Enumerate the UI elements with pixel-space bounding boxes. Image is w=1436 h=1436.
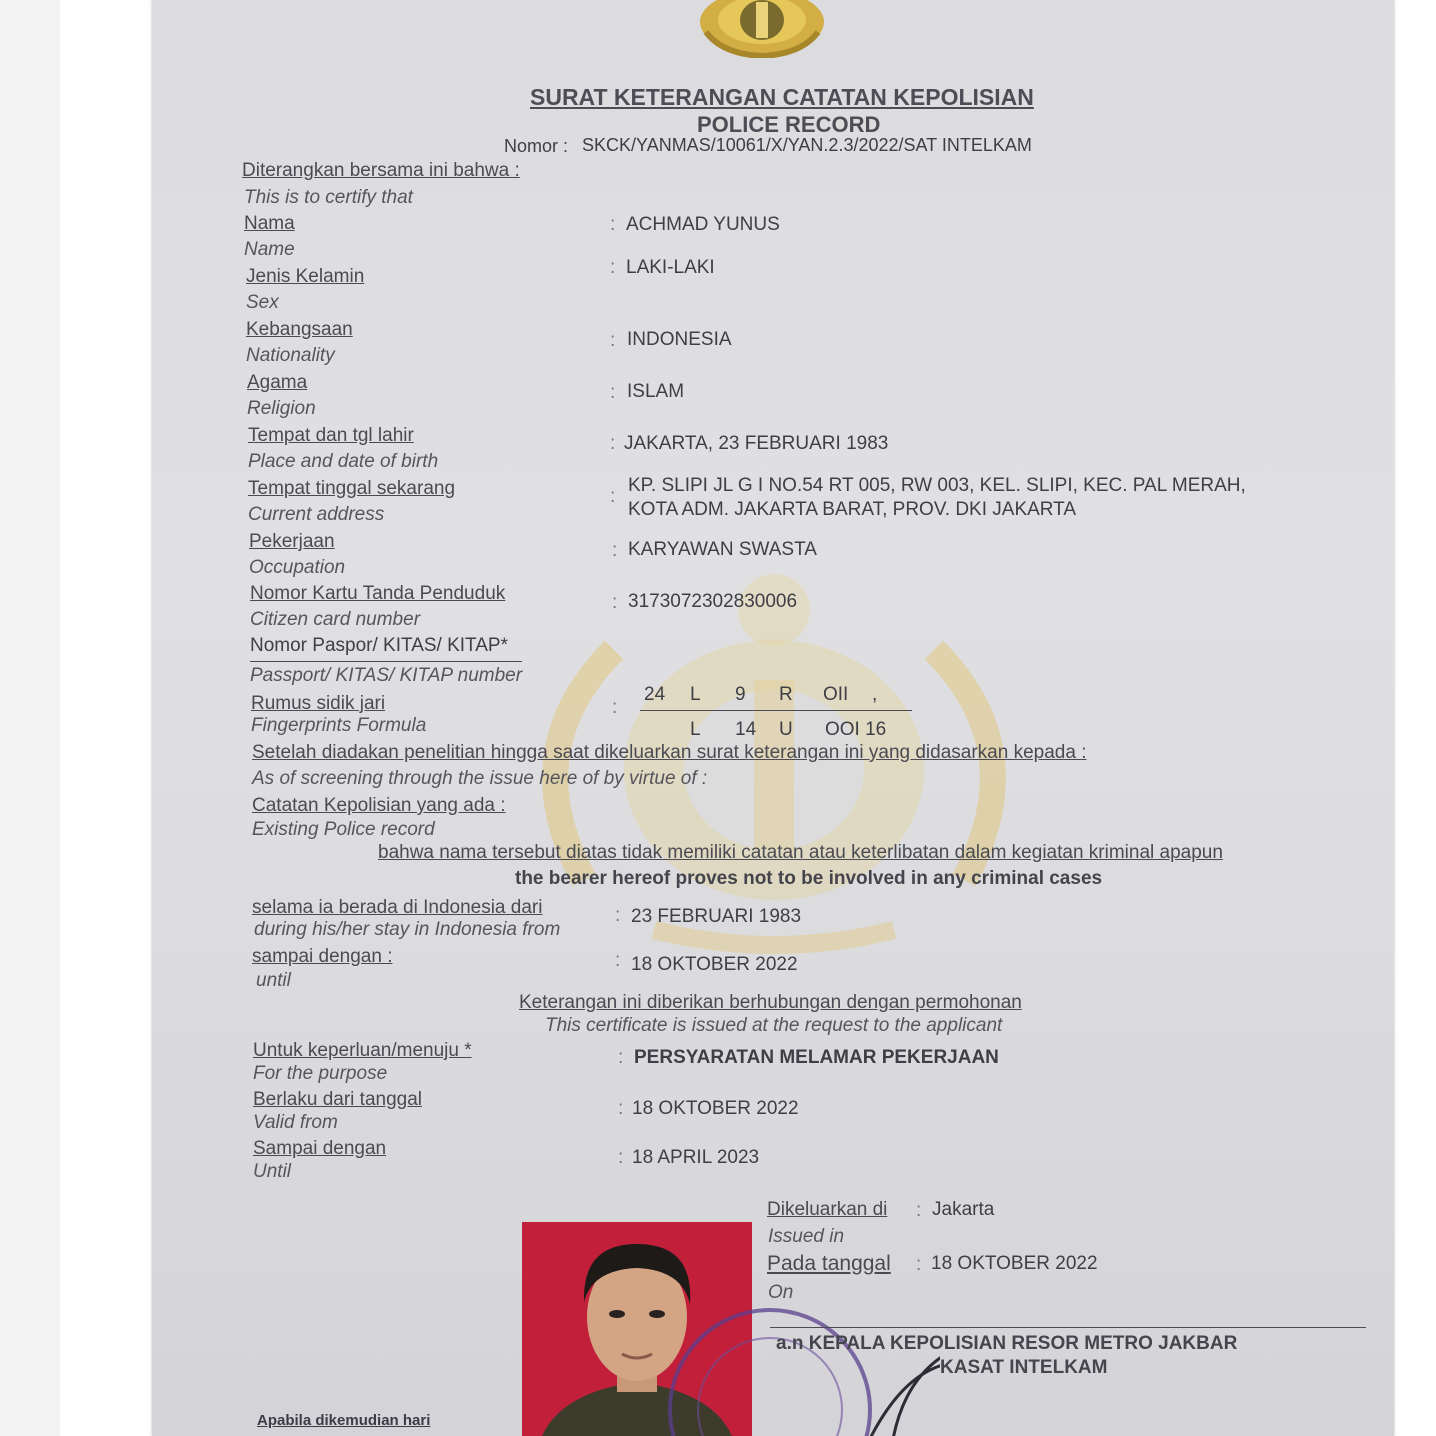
field-value-birth: JAKARTA, 23 FEBRUARI 1983 [624,433,889,454]
field-label-en: Religion [247,398,316,419]
field-label-id: Nomor Paspor/ KITAS/ KITAP* [250,635,508,656]
field-label-en: Nationality [246,345,335,366]
field-colon: : [612,592,618,613]
field-value-citizen-card: 3173072302830006 [628,591,798,612]
field-label-en: Place and date of birth [248,451,439,472]
field-value-religion: ISLAM [627,381,685,402]
record-id: Catatan Kepolisian yang ada : [252,795,506,816]
field-label-en: Occupation [249,557,346,578]
screening-en: As of screening through the issue here of by virtue of : [252,768,708,789]
record-en: Existing Police record [252,819,435,840]
valid-from-en: Valid from [253,1112,338,1133]
stay-until-en: until [256,970,291,991]
statement-en: the bearer hereof proves not to be involved in any criminal cases [515,868,1103,889]
document-title: SURAT KETERANGAN CATATAN KEPOLISIAN [530,84,1034,110]
valid-until-value: 18 APRIL 2023 [632,1147,760,1168]
field-colon: : [916,1200,922,1221]
stay-until-id: sampai dengan : [252,946,393,967]
field-colon: : [612,540,618,561]
stay-from-en: during his/her stay in Indonesia from [254,919,561,940]
passport-underline [250,661,522,662]
field-colon: : [618,1147,624,1168]
fingerprint-bottom-3: U [779,719,793,740]
fingerprint-top-5: OII [823,684,849,705]
official-stamp-icon [660,1300,940,1436]
field-colon: : [610,382,616,403]
document-number-label: Nomor : [504,136,569,156]
field-label-id: Pekerjaan [249,531,335,552]
issued-on-value: 18 OKTOBER 2022 [931,1253,1098,1274]
field-colon: : [610,330,616,351]
intro-id: Diterangkan bersama ini bahwa : [242,160,520,181]
purpose-value: PERSYARATAN MELAMAR PEKERJAAN [634,1047,999,1068]
request-en: This certificate is issued at the request to the applicant [545,1015,1003,1036]
footnote: Apabila dikemudian hari [257,1412,431,1429]
valid-until-en: Until [253,1161,292,1182]
fingerprint-bottom-4: OOI 16 [825,719,887,740]
field-label-en: Name [244,239,295,260]
signatory-line-1: a.n KEPALA KEPOLISIAN RESOR METRO JAKBAR [776,1333,1238,1354]
field-label-id: Rumus sidik jari [251,693,386,714]
field-value-occupation: KARYAWAN SWASTA [628,539,817,560]
fingerprint-top-4: R [779,684,793,705]
field-value-nationality: INDONESIA [627,329,732,350]
field-colon: : [610,486,616,507]
intro-en: This is to certify that [244,187,413,208]
police-emblem-icon [692,0,832,58]
field-label-id: Kebangsaan [246,319,353,340]
field-colon: : [612,697,618,718]
field-value-address-line2: KOTA ADM. JAKARTA BARAT, PROV. DKI JAKARTA [628,499,1077,520]
fingerprint-top-1: 24 [644,684,666,705]
field-colon: : [610,433,616,454]
field-colon: : [618,1098,624,1119]
field-colon: : [615,950,621,971]
field-colon: : [610,257,616,278]
field-colon: : [618,1047,624,1068]
fingerprint-bottom-2: 14 [735,719,757,740]
issued-in-value: Jakarta [932,1199,995,1220]
left-rail [0,0,60,1436]
valid-from-value: 18 OKTOBER 2022 [632,1098,799,1119]
stay-from-id: selama ia berada di Indonesia dari [252,897,543,918]
document-subtitle: POLICE RECORD [697,112,881,137]
field-value-address: KP. SLIPI JL G I NO.54 RT 005, RW 003, KEL. SLIPI, KEC. PAL MERAH, [628,475,1246,496]
field-label-en: Sex [246,292,279,313]
field-label-id: Tempat tinggal sekarang [248,478,456,499]
field-label-id: Tempat dan tgl lahir [248,425,414,446]
field-label-id: Nomor Kartu Tanda Penduduk [250,583,506,604]
issued-on-id: Pada tanggal [767,1252,891,1275]
fingerprint-top-2: L [690,684,701,705]
field-label-en: Current address [248,504,385,525]
field-label-en: Passport/ KITAS/ KITAP number [250,665,523,686]
field-colon: : [916,1254,922,1275]
fingerprint-top-3: 9 [735,684,746,705]
field-colon: : [615,905,621,926]
field-value-sex: LAKI-LAKI [626,257,715,278]
signatory-line-2: KASAT INTELKAM [940,1357,1108,1378]
fingerprint-divider [640,710,912,711]
signature-line [770,1327,1366,1328]
fingerprint-top-6: , [872,684,878,705]
valid-from-id: Berlaku dari tanggal [253,1089,422,1110]
statement-id: bahwa nama tersebut diatas tidak memiliki catatan atau keterlibatan dalam kegiatan kriminal apapun [378,842,1223,863]
issued-in-en: Issued in [768,1226,845,1247]
field-colon: : [610,214,616,235]
stay-from-value: 23 FEBRUARI 1983 [631,906,802,927]
issued-on-en: On [768,1282,794,1303]
field-label-en: Fingerprints Formula [251,715,427,736]
document-number: SKCK/YANMAS/10061/X/YAN.2.3/2022/SAT INTELKAM [582,135,1032,155]
request-id: Keterangan ini diberikan berhubungan dengan permohonan [519,992,1022,1013]
field-label-id: Jenis Kelamin [246,266,365,287]
document-page [152,0,1394,1436]
fingerprint-bottom-1: L [690,719,701,740]
purpose-id: Untuk keperluan/menuju * [253,1040,472,1061]
valid-until-id: Sampai dengan [253,1138,387,1159]
field-value-name: ACHMAD YUNUS [626,214,780,235]
field-label-id: Nama [244,213,295,234]
screening-id: Setelah diadakan penelitian hingga saat dikeluarkan surat keterangan ini yang didasarkan kepada : [252,742,1087,763]
stay-until-value: 18 OKTOBER 2022 [631,954,798,975]
issued-in-id: Dikeluarkan di [767,1199,888,1220]
field-label-id: Agama [247,372,308,393]
field-label-en: Citizen card number [250,609,421,630]
purpose-en: For the purpose [253,1063,388,1084]
